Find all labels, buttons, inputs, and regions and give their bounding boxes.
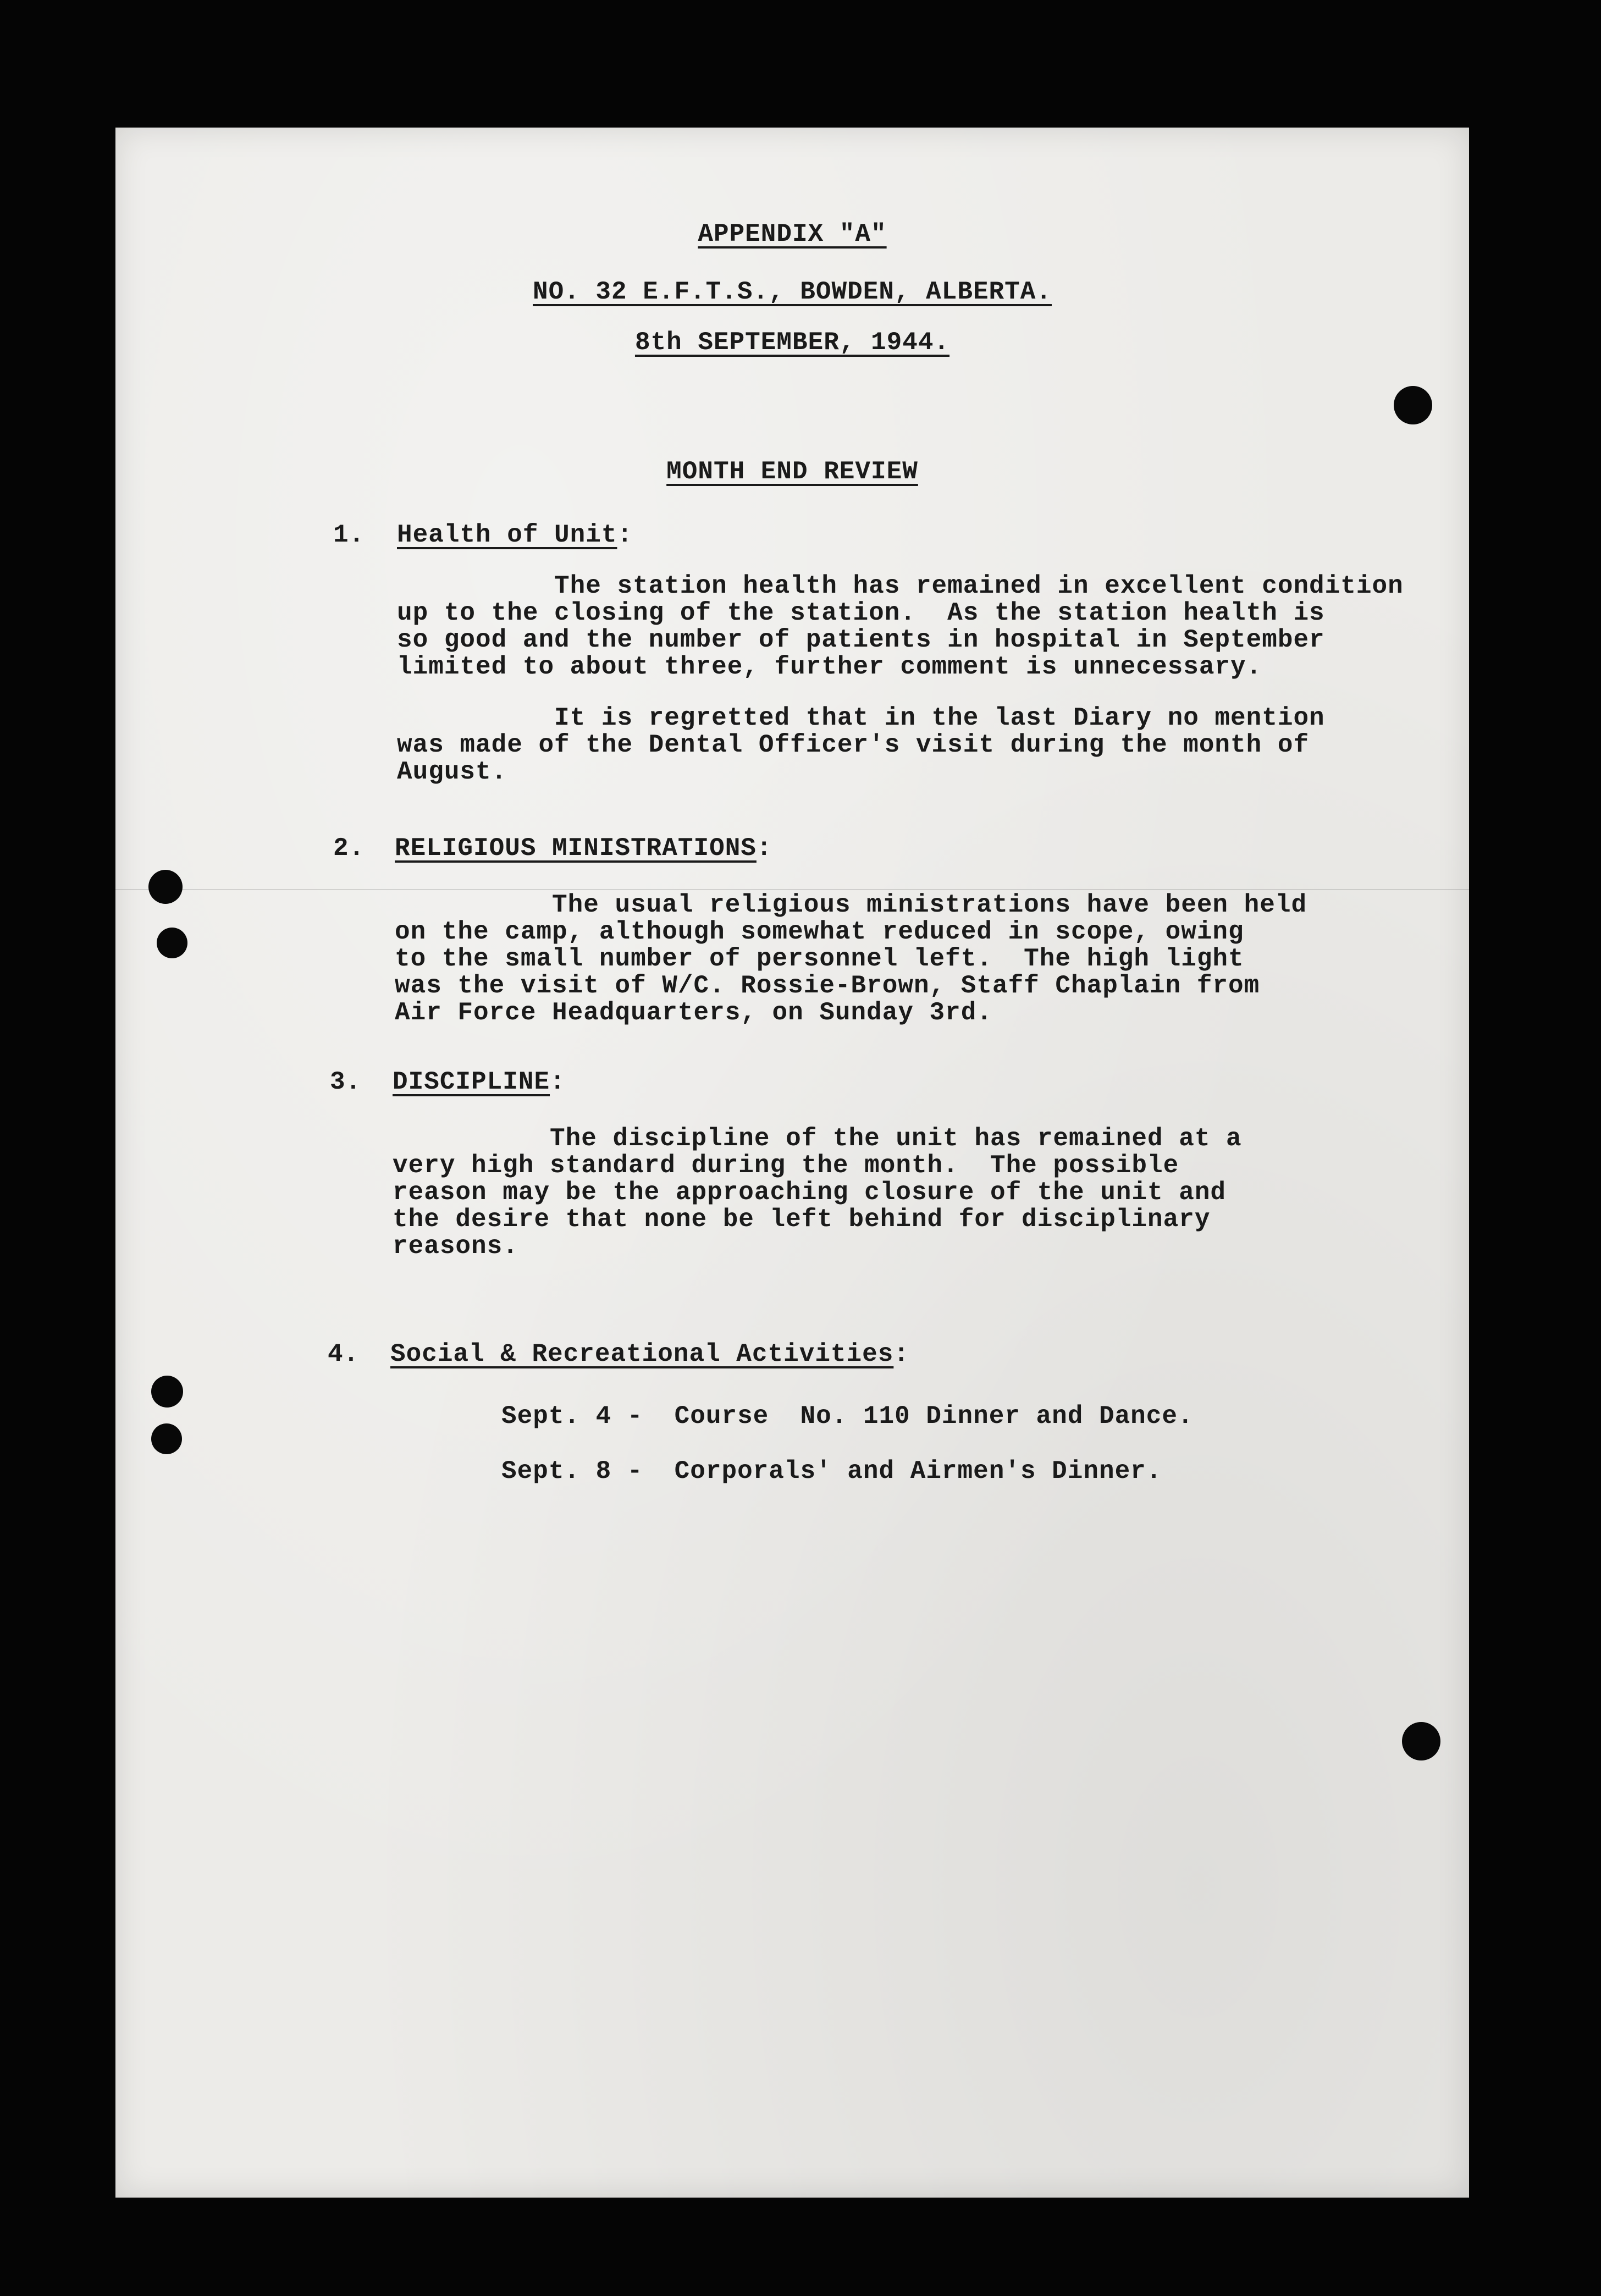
section-paragraph: It is regretted that in the last Diary no mention was made of the Dental Officer's visit during the month of August. xyxy=(397,704,1325,786)
punch-hole xyxy=(1402,1722,1440,1760)
punch-hole xyxy=(151,1423,182,1454)
section-number: 2. xyxy=(333,834,365,863)
section-heading: Social & Recreational Activities: xyxy=(390,1340,909,1368)
punch-hole xyxy=(1394,386,1432,424)
punch-hole xyxy=(148,870,183,904)
section-paragraph: The discipline of the unit has remained at a very high standard during the month. The possible reason may be the approaching closure of the unit and the desire that none be left behind for disciplinary reasons. xyxy=(393,1124,1242,1261)
appendix-heading: APPENDIX "A" xyxy=(698,220,887,249)
document-page xyxy=(115,128,1469,2198)
event-line: Sept. 8 - Corporals' and Airmen's Dinner. xyxy=(501,1457,1162,1486)
unit-heading: NO. 32 E.F.T.S., BOWDEN, ALBERTA. xyxy=(533,278,1052,306)
punch-hole xyxy=(157,928,187,958)
section-number: 1. xyxy=(333,521,365,549)
section-number: 3. xyxy=(330,1068,362,1096)
section-number: 4. xyxy=(328,1340,360,1368)
review-title: MONTH END REVIEW xyxy=(666,457,918,486)
date-heading: 8th SEPTEMBER, 1944. xyxy=(634,328,950,357)
section-heading: DISCIPLINE: xyxy=(393,1068,566,1096)
page-fold-line xyxy=(115,889,1469,890)
event-line: Sept. 4 - Course No. 110 Dinner and Dance. xyxy=(501,1402,1194,1431)
section-heading: Health of Unit: xyxy=(397,521,633,549)
section-heading: RELIGIOUS MINISTRATIONS: xyxy=(395,834,772,863)
punch-hole xyxy=(151,1376,183,1408)
section-paragraph: The station health has remained in excellent condition up to the closing of the station. As the station health is so good and the number of patients in hospital in September limited to about three, further comment is unnecessary. xyxy=(397,572,1404,681)
section-paragraph: The usual religious ministrations have been held on the camp, although somewhat reduced in scope, owing to the small number of personnel left. The high light was the visit of W/C. Rossie-Brown, Staff Chaplain from Air Force Headquarters, on Sunday 3rd. xyxy=(395,891,1307,1027)
